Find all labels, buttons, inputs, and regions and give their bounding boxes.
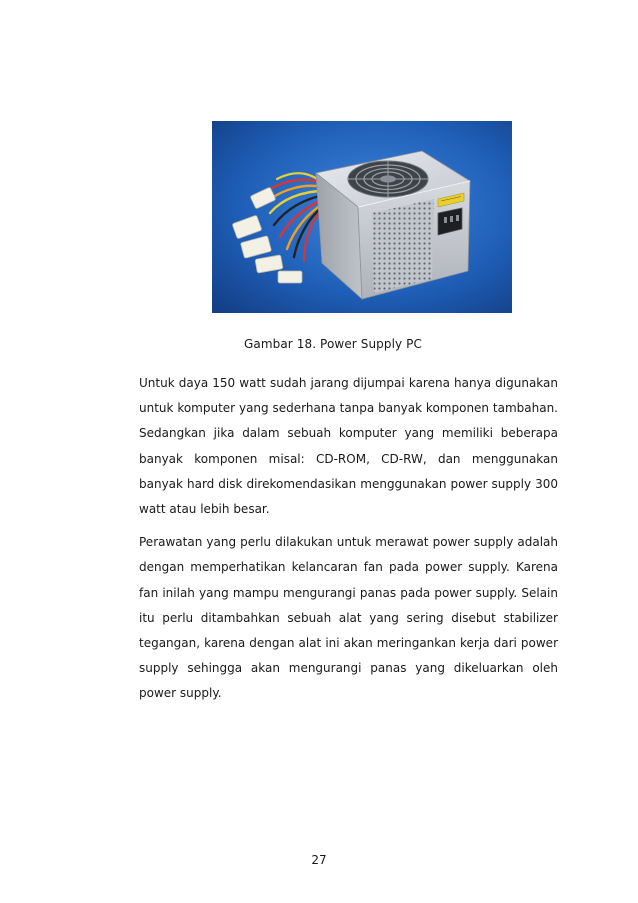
fan [348,161,428,197]
figure-caption: Gambar 18. Power Supply PC [244,337,422,351]
paragraph: Untuk daya 150 watt sudah jarang dijumpai karena hanya digunakan untuk komputer yang sederhana tanpa banyak komponen tambahan. Sedangkan jika dalam sebuah komputer yang memiliki beberapa banyak komponen misal: CD-ROM, CD-RW, dan menggunakan banyak hard disk direkomendasikan menggunakan power supply 300 watt atau lebih besar. [139,376,558,517]
power-supply-figure [212,121,512,313]
page-number: 27 [311,853,327,867]
paragraph: Perawatan yang perlu dilakukan untuk merawat power supply adalah dengan memperhatikan kelancaran fan pada power supply. Karena fan inilah yang mampu mengurangi panas pada power supply. Selain itu perlu ditambahkan sebuah alat yang sering disebut stabilizer tegangan, karena dengan alat ini akan meringankan kerja dari power supply sehingga akan mengurangi panas yang dikeluarkan oleh power supply. [139,535,558,701]
body-text [139,371,558,715]
power-supply-photo [212,121,512,313]
